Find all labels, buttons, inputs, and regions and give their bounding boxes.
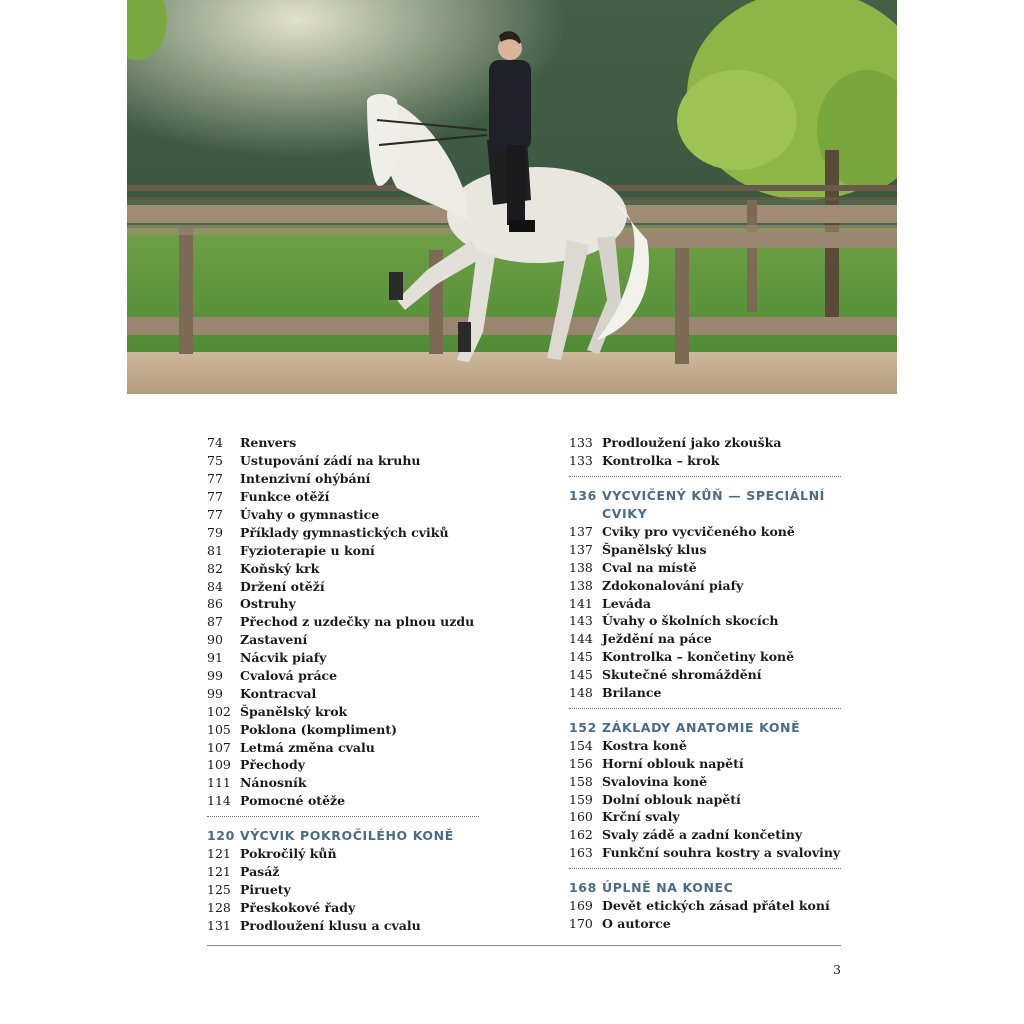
toc-entry-title: Pomocné otěže	[240, 793, 346, 809]
photo-rider-on-white-horse	[127, 0, 897, 394]
toc-entry-page-number: 143	[569, 613, 593, 629]
toc-entry-page-number: 169	[569, 897, 593, 913]
toc-entry-title: Funkční souhra kostry a svaloviny	[602, 845, 841, 861]
toc-entry-title: Leváda	[602, 595, 651, 611]
toc-entry	[569, 452, 841, 470]
dotted-divider	[569, 708, 841, 709]
toc-entry-title: Renvers	[240, 435, 297, 451]
toc-entry-page-number: 159	[569, 791, 593, 807]
toc-entry-page-number: 114	[207, 793, 231, 809]
toc-entry	[569, 790, 841, 808]
toc-entry-title: Prodloužení klusu a cvalu	[240, 917, 421, 933]
toc-entry-page-number: 109	[207, 757, 231, 773]
toc-section-heading	[569, 487, 841, 523]
toc-entry-page-number: 77	[207, 489, 223, 505]
dotted-divider	[569, 476, 841, 477]
toc-entry-title: Přechod z uzdečky na plnou uzdu	[240, 614, 475, 630]
toc-entry-page-number: 158	[569, 773, 593, 789]
toc-entry-page-number: 77	[207, 471, 223, 487]
toc-entry-page-number: 131	[207, 917, 231, 933]
toc-entry	[207, 792, 479, 810]
toc-entry-title: Prodloužení jako zkouška	[602, 435, 782, 451]
toc-entry-title: Funkce otěží	[240, 489, 330, 505]
toc-entry-list	[569, 736, 841, 861]
toc-entry	[569, 594, 841, 612]
toc-entry-page-number: 154	[569, 737, 593, 753]
toc-entry-page-number: 121	[207, 863, 231, 879]
toc-entry-title: Svalovina koně	[602, 773, 708, 789]
dotted-divider	[569, 868, 841, 869]
page-number: 3	[833, 962, 841, 977]
toc-entry	[207, 845, 479, 863]
toc-entry	[569, 736, 841, 754]
toc-entry	[207, 613, 479, 631]
toc-entry-page-number: 111	[207, 775, 231, 791]
toc-entry	[207, 684, 479, 702]
toc-entry	[569, 523, 841, 541]
toc-entry-page-number: 128	[207, 899, 231, 915]
toc-entry-page-number: 163	[569, 845, 593, 861]
toc-entry-title: Úvahy o gymnastice	[240, 507, 380, 522]
toc-entry	[569, 754, 841, 772]
toc-entry	[569, 648, 841, 666]
toc-entry	[207, 470, 479, 488]
toc-entry-title: Španělský klus	[602, 541, 707, 557]
toc-entry-page-number: 145	[569, 667, 593, 683]
toc-entry-title: Ostruhy	[240, 596, 296, 612]
toc-entry	[569, 684, 841, 702]
toc-entry	[569, 897, 841, 915]
toc-entry	[207, 631, 479, 649]
toc-entry-page-number: 170	[569, 915, 593, 931]
toc-entry-title: Cval na místě	[602, 559, 697, 575]
toc-entry-page-number: 79	[207, 524, 223, 540]
toc-entry-title: Kostra koně	[602, 737, 687, 753]
toc-entry	[569, 576, 841, 594]
toc-entry	[207, 506, 479, 524]
toc-entry-title: Kontracval	[240, 685, 317, 701]
toc-entry	[207, 523, 479, 541]
toc-entry-title: Přeskokové řady	[240, 899, 356, 915]
toc-entry-title: Intenzivní ohýbání	[240, 471, 371, 487]
toc-entry-title: Příklady gymnastických cviků	[240, 524, 449, 540]
toc-entry	[207, 738, 479, 756]
toc-section-heading	[569, 879, 841, 897]
toc-entry-title: Španělský krok	[240, 703, 348, 719]
toc-entry-title: Horní oblouk napětí	[602, 755, 744, 771]
toc-entry-page-number: 82	[207, 560, 223, 576]
toc-entry	[207, 774, 479, 792]
toc-entry-page-number: 81	[207, 542, 223, 558]
toc-entry-title: Nánosník	[240, 775, 307, 791]
toc-entry-page-number: 156	[569, 755, 593, 771]
toc-entry	[207, 488, 479, 506]
toc-entry-page-number: 137	[569, 524, 593, 540]
toc-entry	[207, 595, 479, 613]
toc-entry-page-number: 77	[207, 507, 223, 522]
toc-entry-title: Nácvik piafy	[240, 650, 327, 666]
toc-entry-page-number: 121	[207, 846, 231, 862]
toc-entry-page-number: 86	[207, 596, 223, 612]
toc-entry-page-number: 90	[207, 632, 223, 648]
toc-column-left	[207, 434, 479, 934]
toc-entry-title: Kontrolka – končetiny koně	[602, 649, 795, 665]
toc-section-heading	[207, 827, 479, 845]
toc-entry	[569, 666, 841, 684]
toc-entry-title: Zdokonalování piafy	[602, 577, 744, 593]
toc-entry-title: Skutečné shromáždění	[602, 667, 762, 683]
section-page-number: 136	[569, 487, 597, 503]
toc-entry	[207, 559, 479, 577]
toc-entry	[207, 898, 479, 916]
toc-entry-page-number: 74	[207, 435, 223, 451]
toc-entry-page-number: 162	[569, 827, 593, 843]
toc-entry-page-number: 148	[569, 685, 593, 701]
toc-entry-page-number: 99	[207, 685, 223, 701]
toc-entry	[207, 649, 479, 667]
toc-entry	[207, 916, 479, 934]
toc-entry-page-number: 75	[207, 453, 223, 469]
toc-entry	[569, 844, 841, 862]
toc-entry-title: Kontrolka – krok	[602, 453, 720, 469]
toc-entry-page-number: 107	[207, 739, 231, 755]
toc-entry-list	[569, 434, 841, 470]
toc-entry-page-number: 133	[569, 453, 593, 469]
toc-entry-page-number: 144	[569, 631, 593, 647]
toc-entry-list	[569, 523, 841, 702]
toc-entry	[207, 756, 479, 774]
footer-rule	[207, 945, 841, 946]
toc-entry-page-number: 99	[207, 668, 223, 684]
toc-entry-title: Zastavení	[240, 632, 308, 648]
toc-entry-page-number: 138	[569, 577, 593, 593]
section-page-number: 152	[569, 719, 597, 735]
toc-entry	[569, 630, 841, 648]
toc-entry-list	[569, 897, 841, 933]
toc-entry	[569, 558, 841, 576]
toc-entry	[207, 863, 479, 881]
dotted-divider	[207, 816, 479, 817]
toc-entry-list	[207, 845, 479, 934]
toc-entry-title: O autorce	[602, 915, 671, 931]
toc-entry	[569, 612, 841, 630]
toc-entry-title: Fyzioterapie u koní	[240, 542, 375, 558]
section-page-number: 120	[207, 827, 235, 843]
toc-entry-title: Krční svaly	[602, 809, 680, 825]
toc-entry	[207, 577, 479, 595]
toc-entry	[569, 540, 841, 558]
toc-entry-page-number: 145	[569, 649, 593, 665]
toc-entry-title: Letmá změna cvalu	[240, 739, 375, 755]
toc-entry-page-number: 160	[569, 809, 593, 825]
toc-entry-page-number: 102	[207, 703, 231, 719]
section-page-number: 168	[569, 879, 597, 895]
toc-entry-title: Přechody	[240, 757, 305, 773]
toc-entry-list	[207, 434, 479, 810]
section-title: VYCVIČENÝ KŮŇ — SPECIÁLNÍ CVIKY	[602, 487, 825, 521]
toc-entry	[207, 667, 479, 685]
toc-entry	[569, 772, 841, 790]
toc-entry-page-number: 141	[569, 595, 593, 611]
toc-entry-title: Úvahy o školních skocích	[602, 613, 779, 629]
toc-entry-title: Cviky pro vycvičeného koně	[602, 524, 795, 540]
toc-entry	[207, 434, 479, 452]
toc-entry-title: Koňský krk	[240, 560, 320, 576]
toc-entry-page-number: 137	[569, 541, 593, 557]
toc-entry-title: Svaly zádě a zadní končetiny	[602, 827, 803, 843]
toc-entry	[569, 434, 841, 452]
section-title: ZÁKLADY ANATOMIE KONĚ	[602, 719, 801, 735]
section-title: ÚPLNĚ NA KONEC	[602, 879, 734, 895]
toc-column-right	[569, 434, 841, 932]
toc-entry-title: Držení otěží	[240, 578, 325, 594]
toc-entry-title: Pasáž	[240, 863, 280, 879]
toc-entry-page-number: 138	[569, 559, 593, 575]
toc-entry	[207, 880, 479, 898]
toc-entry-title: Devět etických zásad přátel koní	[602, 897, 830, 913]
toc-entry	[569, 808, 841, 826]
toc-entry-page-number: 87	[207, 614, 223, 630]
toc-section-heading	[569, 719, 841, 737]
toc-entry-page-number: 91	[207, 650, 223, 666]
toc-entry-page-number: 125	[207, 881, 231, 897]
toc-entry	[207, 541, 479, 559]
toc-entry	[207, 452, 479, 470]
toc-entry-title: Dolní oblouk napětí	[602, 791, 741, 807]
toc-entry-title: Brilance	[602, 685, 662, 701]
toc-entry-title: Ježdění na páce	[602, 631, 712, 647]
toc-entry-title: Pokročilý kůň	[240, 846, 337, 862]
toc-entry-title: Cvalová práce	[240, 668, 338, 684]
toc-entry-title: Poklona (kompliment)	[240, 721, 398, 737]
toc-entry-title: Piruety	[240, 881, 291, 897]
toc-entry-page-number: 133	[569, 435, 593, 451]
toc-entry-page-number: 105	[207, 721, 231, 737]
toc-entry	[207, 720, 479, 738]
section-title: VÝCVIK POKROČILÉHO KONĚ	[240, 827, 454, 843]
toc-entry	[569, 914, 841, 932]
toc-entry-title: Ustupování zádí na kruhu	[240, 453, 421, 469]
toc-entry-page-number: 84	[207, 578, 223, 594]
toc-entry	[569, 826, 841, 844]
toc-entry	[207, 702, 479, 720]
